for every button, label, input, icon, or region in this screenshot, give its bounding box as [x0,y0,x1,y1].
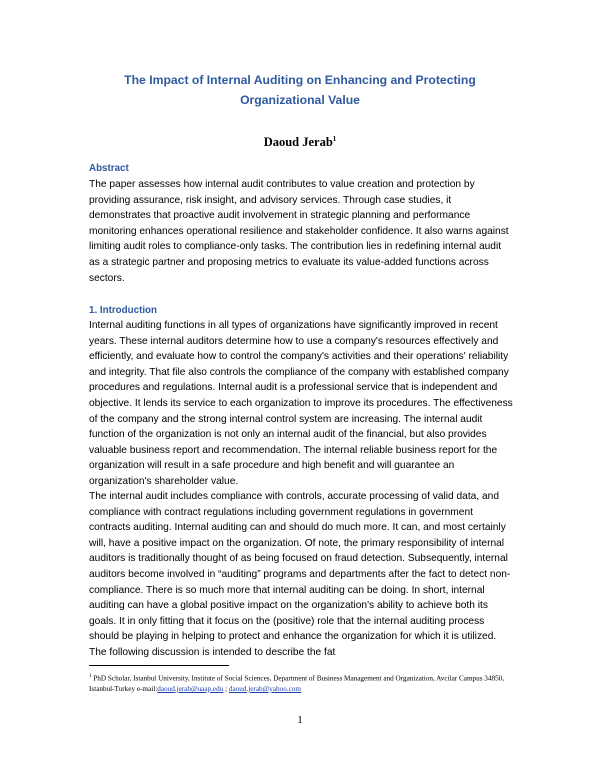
author-name-text: Daoud Jerab [263,135,333,150]
footnote-text: PhD Scholar, Istanbul University, Institute of Social Sciences, Department of Business Management and Organization, Avcilar Campus 34850, Istanbul-Turkey e-mail: [89,674,505,693]
footnote [89,672,519,694]
abstract-heading: Abstract [89,163,129,174]
introduction-paragraph-1: Internal auditing functions in all types of organizations have significantly improved in recent years. These internal auditors determine how to use a company's resources effectively and efficiently, and evaluate how to control the company's activities and their operations' reliability and integrity. That file also controls the compliance of the company with established company procedures and regulations. Internal audit is a professional service that is independent and objective. It lends its service to each organization to improve its procedures. The effectiveness of the company and the strong internal control system are increasing. The internal audit function of the organization is not only an internal audit of the financial, but also provides valuable business report and recommendation. The internal reliable business report for the organization will result in a safe procedure and high benefit and will guarantee an organization's shareholder value. [89,320,513,487]
title-line-1: The Impact of Internal Auditing on Enhancing and Protecting [124,73,476,87]
footnote-separator: ; [223,684,229,693]
introduction-heading: 1. Introduction [89,305,158,316]
introduction-paragraph-2: The internal audit includes compliance with controls, accurate processing of valid data, and compliance with contract regulations including government regulations in government contracts auditing. Internal auditing can and should do much more. It can, and most certainly will, have a positive impact on the organization. Of note, the primary responsibility of internal auditors is traditionally thought of as being focused on fraud detection. Subsequently, internal auditors become involved in “auditing” programs and departments after the fact to detect non-compliance. There is so much more that internal auditing can be doing. In short, internal auditing can have a global positive impact on the organization's ability to achieve both its goals. It in only fitting that it focus on the (positive) role that the internal auditing process should be playing in helping to protect and enhance the organization for which it is utilized. The following discussion is intended to describe the fat [89,491,511,658]
title-line-2: Organizational Value [240,93,360,107]
footnote-email-link-2[interactable]: daoud.jerab@yahoo.com [228,684,301,693]
page-number: 1 [297,714,303,726]
author-name [0,135,600,150]
footnote-divider [89,665,229,666]
author-footnote-mark: 1 [332,135,337,143]
paper-title [90,70,510,110]
footnote-email-link-1[interactable]: daoud.jerab@uaap.edu [157,684,224,693]
abstract-text: The paper assesses how internal audit contributes to value creation and protection by providing assurance, risk insight, and advisory services. Through case studies, it demonstrates that proactive audit involvement in strategic planning and performance monitoring enhances operational resilience and stakeholder confidence. It also warns against limiting audit roles to compliance-only tasks. The contribution lies in redefining internal audit as a strategic partner and proposing metrics to evaluate its value-added functions across sectors. [89,179,509,284]
footnote-mark: 1 [89,674,92,679]
